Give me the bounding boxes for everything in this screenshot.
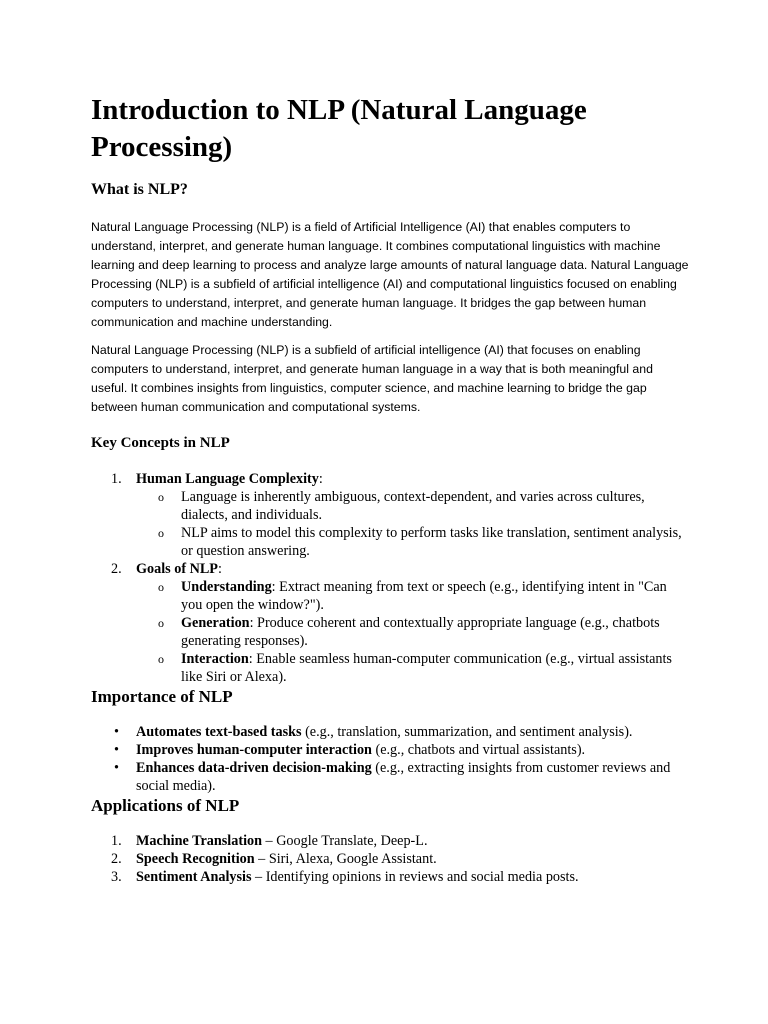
applications-heading: Applications of NLP: [91, 796, 240, 815]
sub-bullet-marker: o: [158, 580, 164, 594]
sub-item-bold: Interaction: [181, 651, 249, 667]
application-name: Speech Recognition: [136, 851, 255, 867]
what-is-nlp-heading: What is NLP?: [91, 181, 188, 198]
list-number: 1.: [111, 833, 122, 849]
sub-item-text: NLP aims to model this complexity to perform tasks like translation, sentiment analysis, or question answering.: [181, 525, 682, 559]
key-concepts-heading: Key Concepts in NLP: [91, 435, 230, 451]
application-text: – Identifying opinions in reviews and social media posts.: [251, 869, 579, 885]
intro-paragraph-2: Natural Language Processing (NLP) is a subfield of artificial intelligence (AI) that focuses on enabling computers to understand, interpret, and generate human language in a way that is both meaningful and useful. It combines insights from linguistics, computer science, and machine learning to bridge the gap between human communication and computational systems.: [91, 343, 653, 414]
sub-item-bold: Generation: [181, 615, 250, 631]
list-number: 1.: [111, 471, 122, 487]
sub-list-item: [136, 578, 691, 614]
sub-list: [136, 578, 691, 686]
importance-item: [91, 723, 691, 741]
key-concept-item: [91, 560, 691, 686]
list-number: 2.: [111, 851, 122, 867]
sub-list-item: [136, 524, 691, 560]
importance-heading: Importance of NLP: [91, 687, 233, 706]
sub-list-item: [136, 488, 691, 524]
sub-list-item: [136, 614, 691, 650]
key-concept-colon: :: [318, 471, 323, 487]
importance-item: [91, 741, 691, 759]
sub-item-text: Language is inherently ambiguous, context-dependent, and varies across cultures, dialects, and individuals.: [181, 489, 645, 523]
importance-item-text: (e.g., translation, summarization, and sentiment analysis).: [301, 724, 633, 740]
sub-item-text: : Produce coherent and contextually appropriate language (e.g., chatbots generating responses).: [181, 615, 660, 649]
application-name: Sentiment Analysis: [136, 869, 252, 885]
sub-bullet-marker: o: [158, 490, 164, 504]
importance-item-bold: Improves human-computer interaction: [136, 742, 372, 758]
importance-item-text: (e.g., chatbots and virtual assistants).: [371, 742, 586, 758]
intro-paragraph-1: Natural Language Processing (NLP) is a field of Artificial Intelligence (AI) that enables computers to understand, interpret, and generate human language. It combines computational linguistics with machine learning and deep learning to process and analyze large amounts of natural language data. Natural Language Processing (NLP) is a subfield of artificial intelligence (AI) and computational linguistics focused on enabling computers to understand, interpret, and generate human language. It bridges the gap between human communication and machine understanding.: [91, 220, 689, 329]
application-name: Machine Translation: [136, 833, 262, 849]
application-text: – Google Translate, Deep-L.: [262, 833, 428, 849]
sub-item-text: : Extract meaning from text or speech (e.g., identifying intent in "Can you open the window?").: [181, 579, 667, 613]
sub-bullet-marker: o: [158, 652, 164, 666]
bullet-marker: •: [114, 724, 119, 740]
sub-item-bold: Understanding: [181, 579, 272, 595]
applications-list: [91, 832, 691, 886]
sub-list-item: [136, 650, 691, 686]
sub-bullet-marker: o: [158, 616, 164, 630]
page-title: Introduction to NLP (Natural Language Processing): [91, 94, 587, 163]
application-item: [91, 850, 691, 868]
key-concept-colon: :: [217, 561, 222, 577]
document-content: [91, 92, 691, 886]
list-number: 2.: [111, 561, 122, 577]
importance-item-bold: Automates text-based tasks: [136, 724, 302, 740]
key-concepts-list: [91, 470, 691, 686]
application-item: [91, 832, 691, 850]
bullet-marker: •: [114, 742, 119, 758]
importance-item-text: (e.g., extracting insights from customer reviews and social media).: [136, 760, 671, 794]
key-concept-title: Goals of NLP: [136, 561, 218, 577]
list-number: 3.: [111, 869, 122, 885]
importance-item-bold: Enhances data-driven decision-making: [136, 760, 372, 776]
sub-list: [136, 488, 691, 560]
importance-item: [91, 759, 691, 795]
key-concept-item: [91, 470, 691, 560]
sub-bullet-marker: o: [158, 526, 164, 540]
key-concept-title: Human Language Complexity: [136, 471, 319, 487]
sub-item-text: : Enable seamless human-computer communication (e.g., virtual assistants like Siri or Alexa).: [181, 651, 672, 685]
application-text: – Siri, Alexa, Google Assistant.: [254, 851, 437, 867]
bullet-marker: •: [114, 760, 119, 776]
importance-list: [91, 723, 691, 795]
application-item: [91, 868, 691, 886]
